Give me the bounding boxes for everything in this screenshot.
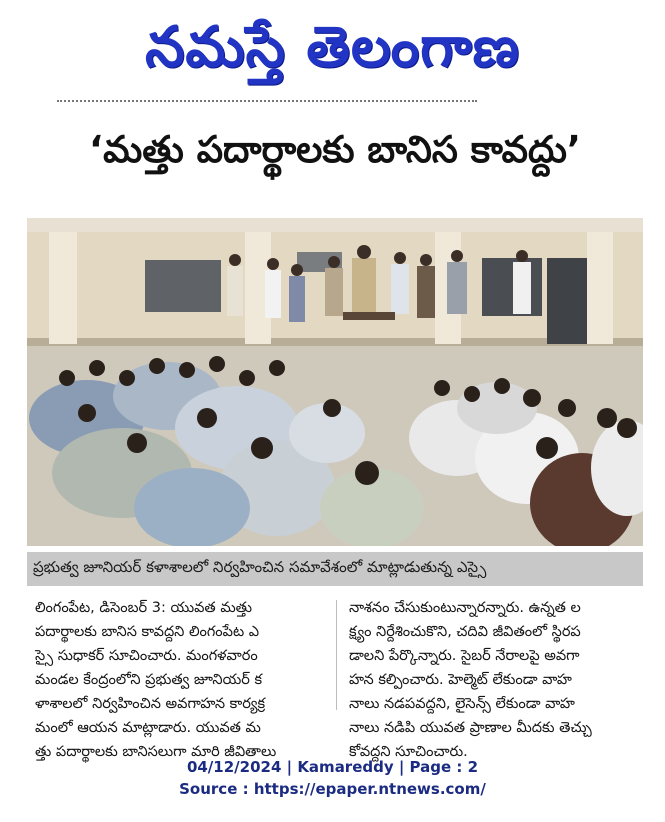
article-column-right <box>349 596 644 764</box>
text-line: డాలని పేర్కొన్నారు. సైబర్ నేరాలపై అవగా <box>349 648 580 664</box>
text-line: కోవద్దని సూచించారు. <box>349 744 468 760</box>
cropped-text-remnant <box>57 100 477 108</box>
article-column-left <box>35 596 330 764</box>
text-line: త్తు పదార్థాలకు బానిసలుగా మారి జీవితాలు <box>35 744 277 760</box>
photo-caption: ప్రభుత్వ జూనియర్ కళాశాలలో నిర్వహించిన సమావేశంలో మాట్లాడుతున్న ఎస్సై <box>33 558 487 576</box>
edition-info: 04/12/2024 | Kamareddy | Page : 2 <box>186 758 479 776</box>
source-link[interactable]: Source : https://epaper.ntnews.com/ <box>179 780 486 798</box>
column-divider <box>336 600 337 710</box>
text-line: హన కల్పించారు. హెల్మెట్ లేకుండా వాహ <box>349 672 572 688</box>
article-photo <box>27 218 643 546</box>
text-line: నాలు నడిపి యువత ప్రాణాల మీదకు తెచ్చు <box>349 720 592 736</box>
newspaper-logo: నమస్తే తెలంగాణ <box>145 14 520 80</box>
meeting-photo-illustration <box>27 218 643 546</box>
text-line: మండల కేంద్రంలోని ప్రభుత్వ జూనియర్ క <box>35 672 263 688</box>
article-headline: ‘మత్తు పదార్థాలకు బానిస కావద్దు’ <box>89 128 581 171</box>
text-line: పదార్థాలకు బానిస కావద్దని లింగంపేట ఎ <box>35 624 260 640</box>
text-line: లింగంపేట, డిసెంబర్ 3: యువత మత్తు <box>35 600 252 616</box>
article-clipping <box>27 100 643 760</box>
photo-caption-bar <box>27 552 643 586</box>
text-line: నాశనం చేసుకుంటున్నారన్నారు. ఉన్నత ల <box>349 600 581 616</box>
text-line: నాలు నడపవద్దని, లైసెన్స్ లేకుండా వాహ <box>349 696 575 712</box>
text-line: మంలో ఆయన మాట్లాడారు. యువత మ <box>35 720 261 736</box>
text-line: స్సై సుధాకర్ సూచించారు. మంగళవారం <box>35 648 258 664</box>
masthead <box>0 0 665 95</box>
epaper-footer <box>0 756 665 800</box>
text-line: క్ష్యం నిర్దేశించుకొని, చదివి జీవితంలో స్థిరప <box>349 624 581 640</box>
text-line: ళాశాలలో నిర్వహించిన అవగాహన కార్యక్ర <box>35 696 266 712</box>
article-body <box>27 596 643 760</box>
